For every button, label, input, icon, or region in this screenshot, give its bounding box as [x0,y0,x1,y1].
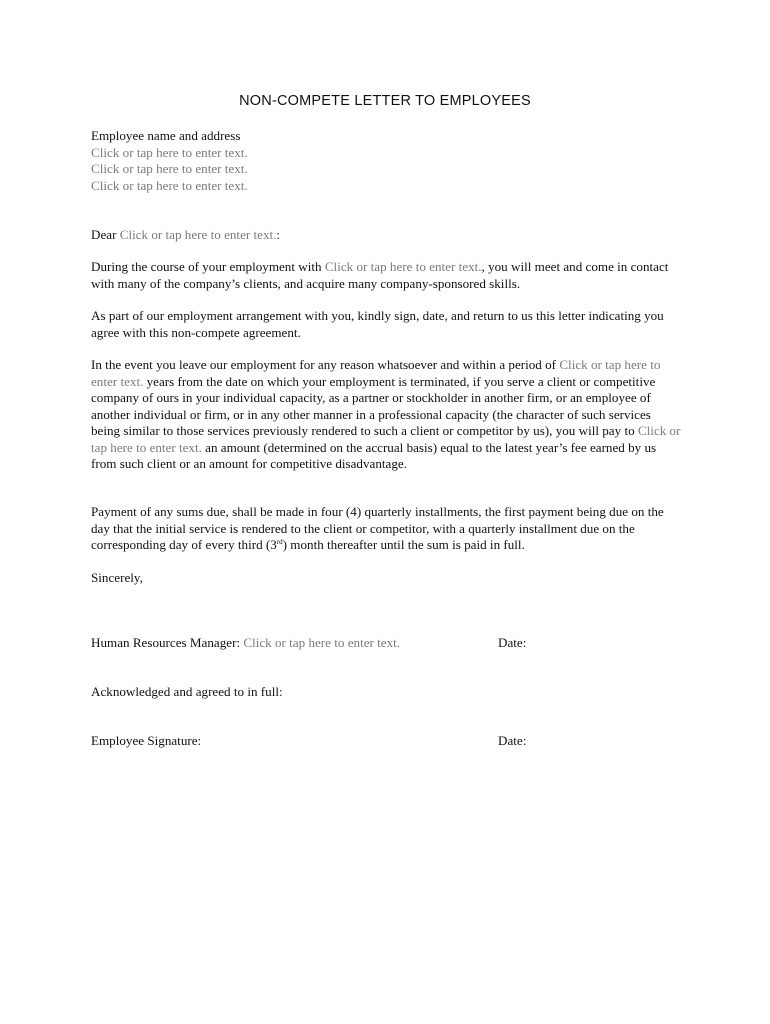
employee-address-block [91,128,681,194]
salutation-suffix: : [276,227,281,242]
hr-manager-label: Human Resources Manager: [91,635,244,650]
salutation-prefix: Dear [91,227,120,242]
paragraph1-text-after: , you will meet and come in contact with many of the company’s clients, and acquire many company-sponsored skills. [91,259,669,291]
paragraph4-text-after: ) month thereafter until the sum is paid in full. [282,537,525,552]
employee-block-label: Employee name and address [91,128,241,143]
employee-signature-label: Employee Signature: [91,733,202,748]
hr-manager-name-field[interactable]: Click or tap here to enter text. [243,635,401,650]
salutation-name-field[interactable]: Click or tap here to enter text. [119,227,277,242]
acknowledged-text: Acknowledged and agreed to in full: [91,684,283,699]
ordinal-superscript: rd [276,538,283,546]
paragraph3-text-before: In the event you leave our employment for any reason whatsoever and within a period of [91,357,560,372]
paragraph-arrangement: As part of our employment arrangement with you, kindly sign, date, and return to us this letter indicating you agree with this non-compete agreement. [91,308,664,340]
employee-signature-date-label: Date: [498,733,527,748]
company-name-field[interactable]: Click or tap here to enter text. [324,259,482,274]
hr-manager-line [91,635,681,652]
employee-address-line1-field[interactable]: Click or tap here to enter text. [91,161,248,176]
hr-manager-date-label: Date: [498,635,527,650]
paragraph-employment-course [91,259,681,292]
employee-address-line2-field[interactable]: Click or tap here to enter text. [91,177,248,193]
document-title: NON-COMPETE LETTER TO EMPLOYEES [239,93,531,109]
closing: Sincerely, [91,570,143,585]
paragraph3-text-after: an amount (determined on the accrual basis) equal to the latest year’s fee earned by us from such client or an amount for competitive disadvantage. [91,439,657,471]
paragraph3-text-middle: years from the date on which your employment is terminated, if you serve a client or competitive company of ours in your individual capacity, as a partner or stockholder in another firm, or an employee of another individual or firm, or in any other manner in a professional capacity (the character of such services being similar to those services previously rendered to such a client or competitor by us), you will pay to [91,373,656,438]
paragraph4-text-before: Payment of any sums due, shall be made in four (4) quarterly installments, the first payment being due on the day that the initial service is rendered to the client or competitor, with a quarterly installment due on the corresponding day of every third (3 [91,504,664,552]
period-years-field[interactable]: Click or tap here to enter text. [91,357,661,389]
paragraph-payment-terms [91,504,681,554]
payee-field[interactable]: Click or tap here to enter text. [91,423,681,455]
paragraph1-text-before: During the course of your employment with [91,259,325,274]
salutation [91,227,681,244]
employee-name-field[interactable]: Click or tap here to enter text. [91,144,248,160]
paragraph-non-compete-terms [91,357,681,473]
